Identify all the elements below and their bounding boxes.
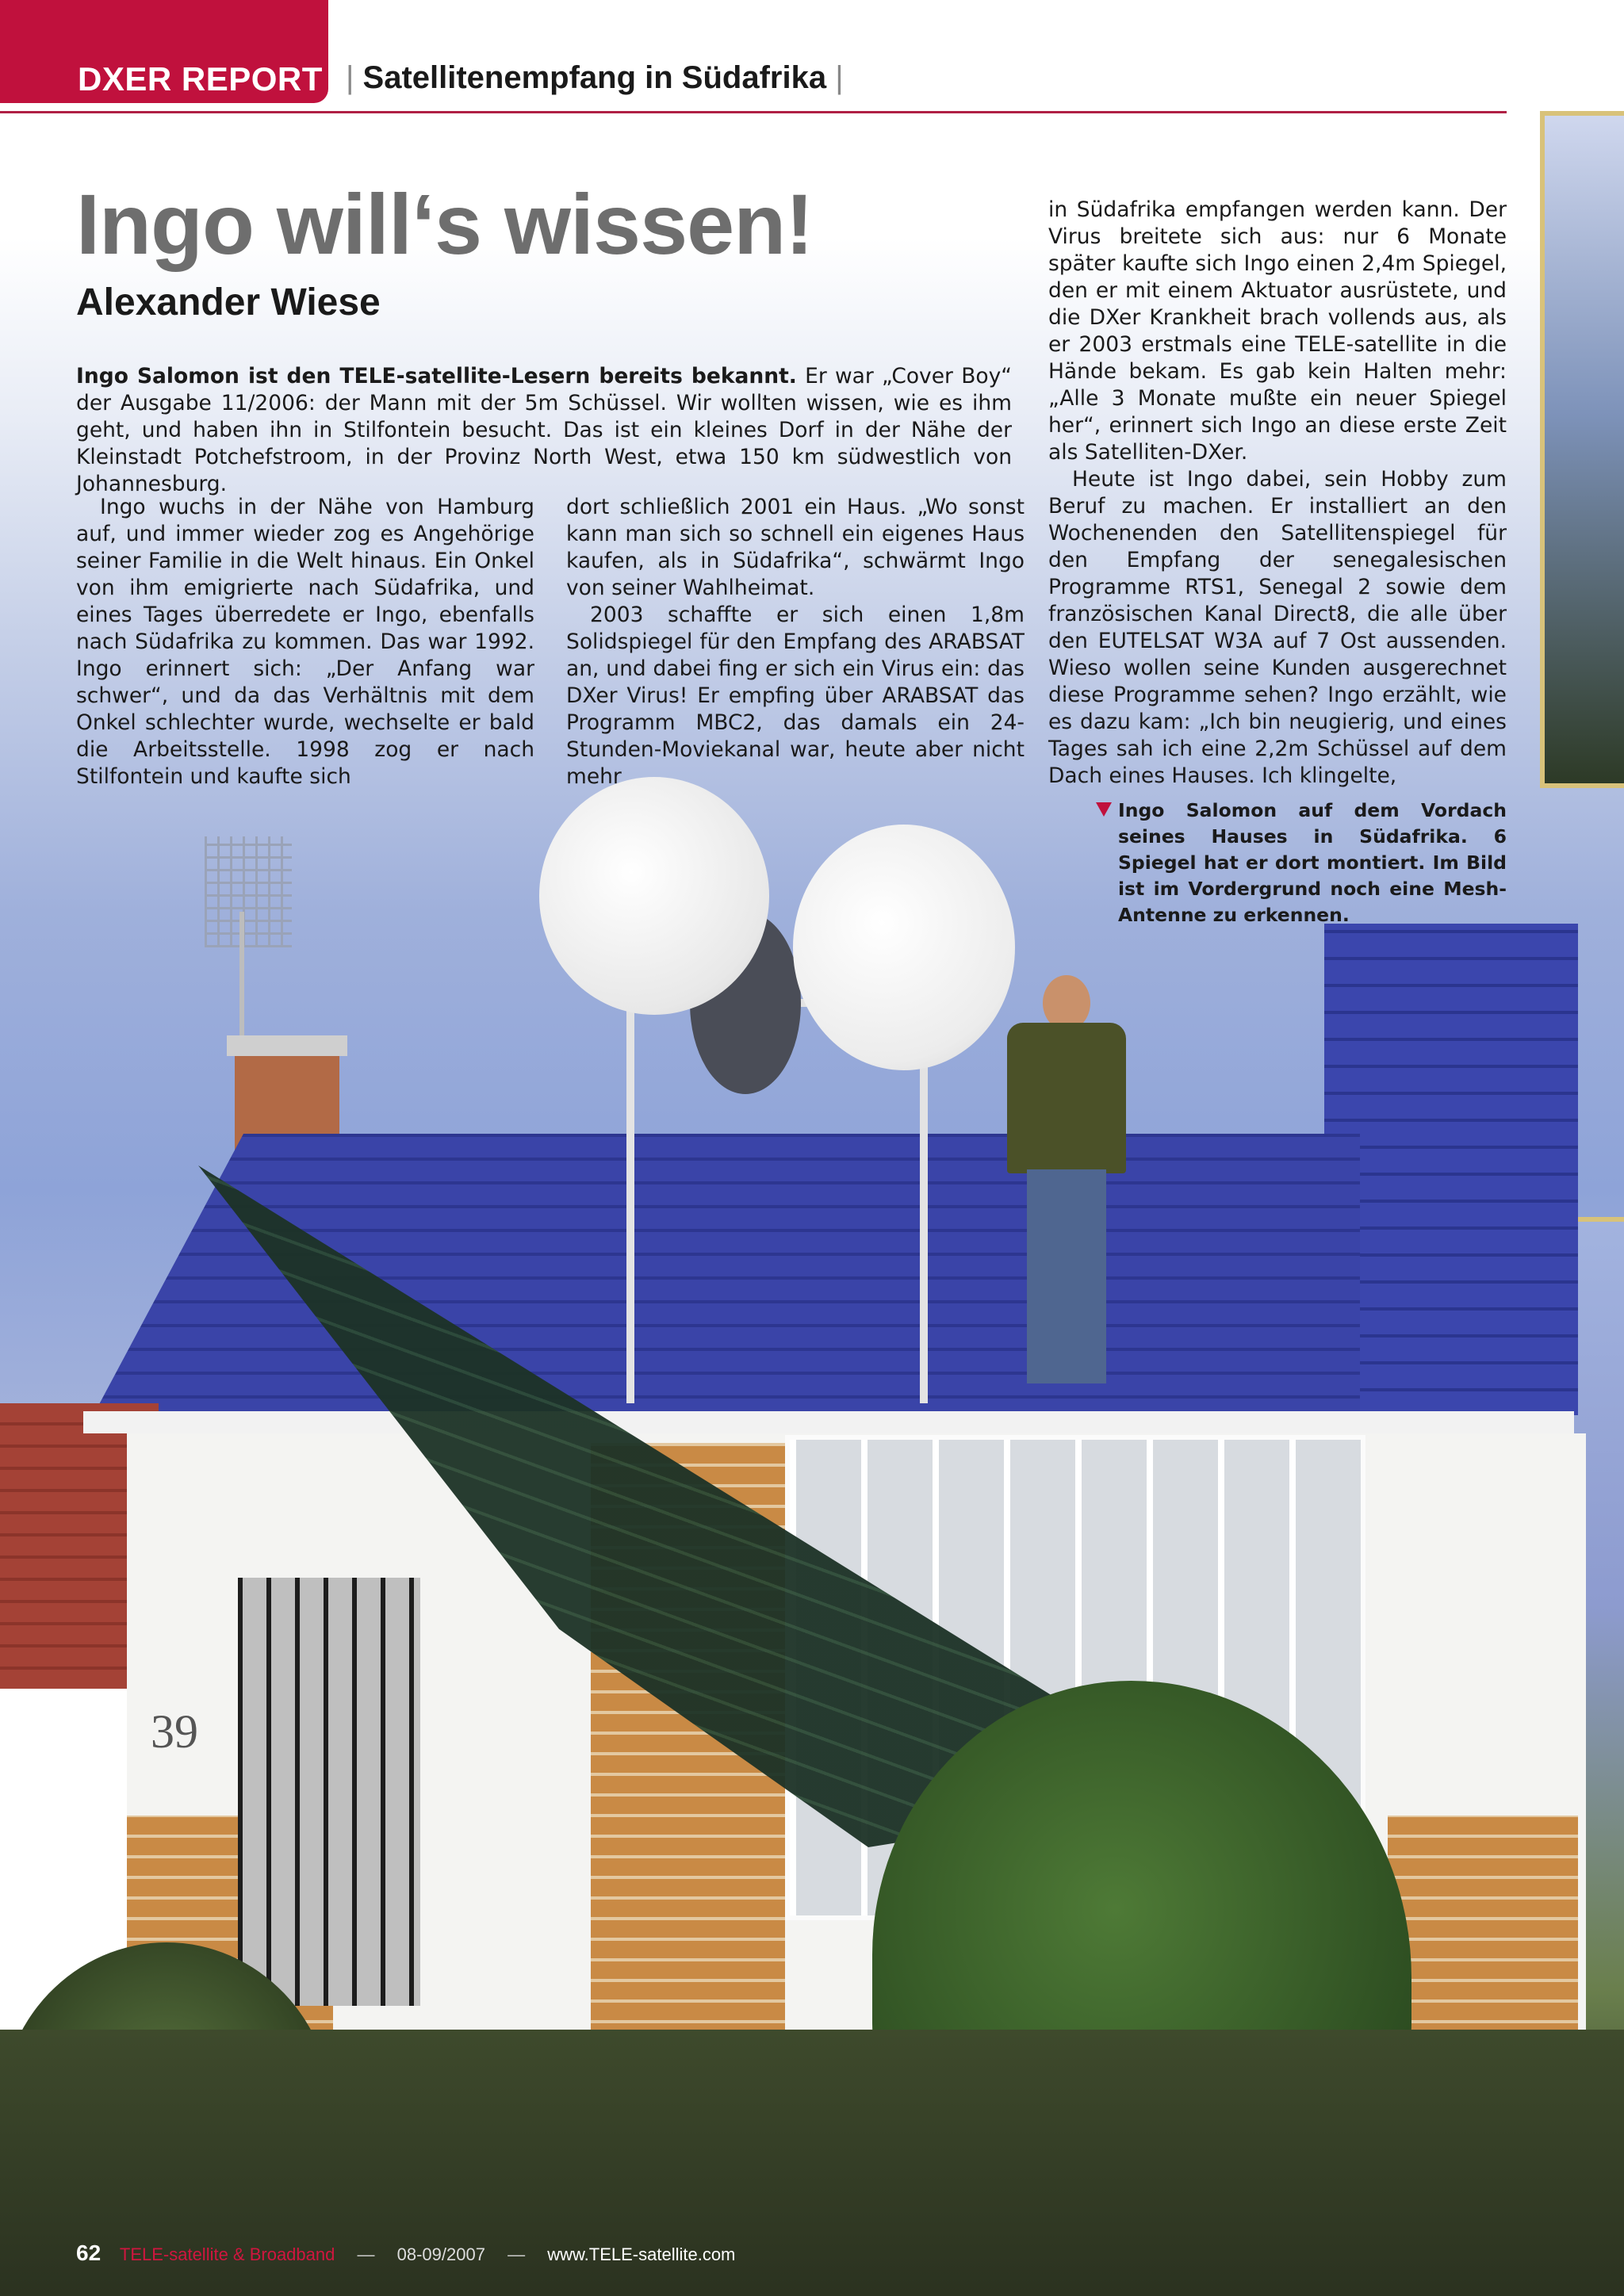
roof-right bbox=[1324, 924, 1578, 1415]
section-label: DXER REPORT bbox=[78, 60, 323, 98]
chimney-cap bbox=[227, 1035, 347, 1056]
page-footer bbox=[76, 2241, 735, 2266]
column-3-paragraph-1: in Südafrika empfangen werden kann. Der Virus breitete sich aus: nur 6 Monate später kaufte sich Ingo einen 2,4m Spiegel, den er mit einem Aktuator ausrüstete, und die DXer Krankheit brach vollends aus, als er 2003 erstmals eine TELE-satellite in die Hände bekam. Es gab kein Halten mehr: „Alle 3 Monate mußte ein neuer Spiegel her“, erinnert sich Ingo an diese erste Zeit als Satelliten-DXer. bbox=[1048, 197, 1507, 465]
header-rule bbox=[0, 111, 1507, 113]
issue-date: 08-09/2007 bbox=[396, 2244, 485, 2264]
page-number: 62 bbox=[76, 2241, 102, 2265]
person-legs bbox=[1027, 1169, 1106, 1383]
column-3 bbox=[1048, 197, 1507, 790]
article-topic bbox=[346, 60, 844, 96]
footer-separator-2: — bbox=[508, 2244, 526, 2264]
footer-separator: — bbox=[357, 2244, 375, 2264]
column-2-paragraph-2: 2003 schaffte er sich einen 1,8m Solidspiegel für den Empfang des ARABSAT an, und dabei fing er sich ein Virus ein: das DXer Virus! Er empfing über ARABSAT das Programm MBC2, das damals ein 24-Stunden-Moviekanal war, heute aber nicht mehr bbox=[566, 603, 1025, 789]
intro-bold: Ingo Salomon ist den TELE-satellite-Lesern bereits bekannt. bbox=[76, 364, 797, 388]
author: Alexander Wiese bbox=[76, 281, 381, 323]
website-link[interactable]: www.TELE-satellite.com bbox=[547, 2244, 736, 2264]
column-3-paragraph-2: Heute ist Ingo dabei, sein Hobby zum Beruf zu machen. Er installiert an den Wochenenden den Satellitenspiegel für den Empfang der senegalesischen Programme RTS1, Senegal 2 sowie dem französischen Kanal Direct8, die alle über den EUTELSAT W3A auf 7 Ost aussenden. Wieso wollen seine Kunden ausgerechnet diese Programme sehen? Ingo erzählt, wie es dazu kam: „Ich bin neugierig, und eines Tages sah ich eine 2,2m Schüssel auf dem Dach eines Hauses. Ich klingelte, bbox=[1048, 467, 1507, 788]
column-1 bbox=[76, 494, 534, 790]
bar-glyph-left: | bbox=[346, 60, 354, 95]
magazine-name: TELE-satellite & Broadband bbox=[119, 2244, 335, 2264]
person-torso bbox=[1007, 1023, 1126, 1173]
intro-paragraph bbox=[76, 363, 1012, 498]
brick-wall-right bbox=[1388, 1816, 1578, 2061]
caption-text: Ingo Salomon auf dem Vordach seines Hauses in Südafrika. 6 Spiegel hat er dort montiert. Im Bild ist im Vordergrund noch eine Mesh-Antenne zu erkennen. bbox=[1118, 799, 1507, 926]
white-dish-left bbox=[539, 777, 769, 1015]
photo-caption bbox=[1118, 798, 1507, 928]
antenna-pole bbox=[239, 912, 244, 1054]
column-2 bbox=[566, 494, 1025, 790]
column-1-paragraph: Ingo wuchs in der Nähe von Hamburg auf, und immer wieder zog es Angehörige seiner Familie in die Welt hinaus. Ein Onkel von ihm emigrierte nach Südafrika, und eines Tages überredete er Ingo, ebenfalls nach Südafrika zu kommen. Das war 1992. Ingo erinnert sich: „Der Anfang war schwer“, und da das Verhältnis mit dem Onkel schlechter wurde, wechselte er bald die Arbeitsstelle. 1998 zog er nach Stilfontein und kaufte sich bbox=[76, 495, 534, 789]
house-number: 39 bbox=[151, 1705, 198, 1758]
caption-triangle-icon bbox=[1096, 802, 1112, 817]
person-ingo bbox=[1007, 975, 1126, 1387]
white-dish-right bbox=[793, 825, 1015, 1070]
bar-glyph-right: | bbox=[835, 60, 844, 95]
security-door bbox=[238, 1578, 420, 2006]
article-topic-text: Satellitenempfang in Südafrika bbox=[362, 60, 827, 95]
headline: Ingo will‘s wissen! bbox=[76, 176, 814, 272]
roof-eave bbox=[83, 1411, 1574, 1433]
tv-antenna bbox=[205, 836, 292, 947]
intro-text: Er war „Cover Boy“ der Ausgabe 11/2006: der Mann mit der 5m Schüssel. Wir wollten wissen, wie es ihm geht, und haben ihn in Stilfontein besucht. Das ist ein kleines Dorf in der Nähe der Kleinstadt Potchefstroom, in der Provinz North West, etwa 150 km südwestlich von Johannesburg. bbox=[76, 364, 1012, 496]
side-photo-top bbox=[1540, 111, 1624, 788]
column-2-paragraph-1: dort schließlich 2001 ein Haus. „Wo sonst kann man sich so schnell ein eigenes Haus kaufen, als in Südafrika“, schwärmt Ingo von seiner Wahlheimat. bbox=[566, 495, 1025, 600]
